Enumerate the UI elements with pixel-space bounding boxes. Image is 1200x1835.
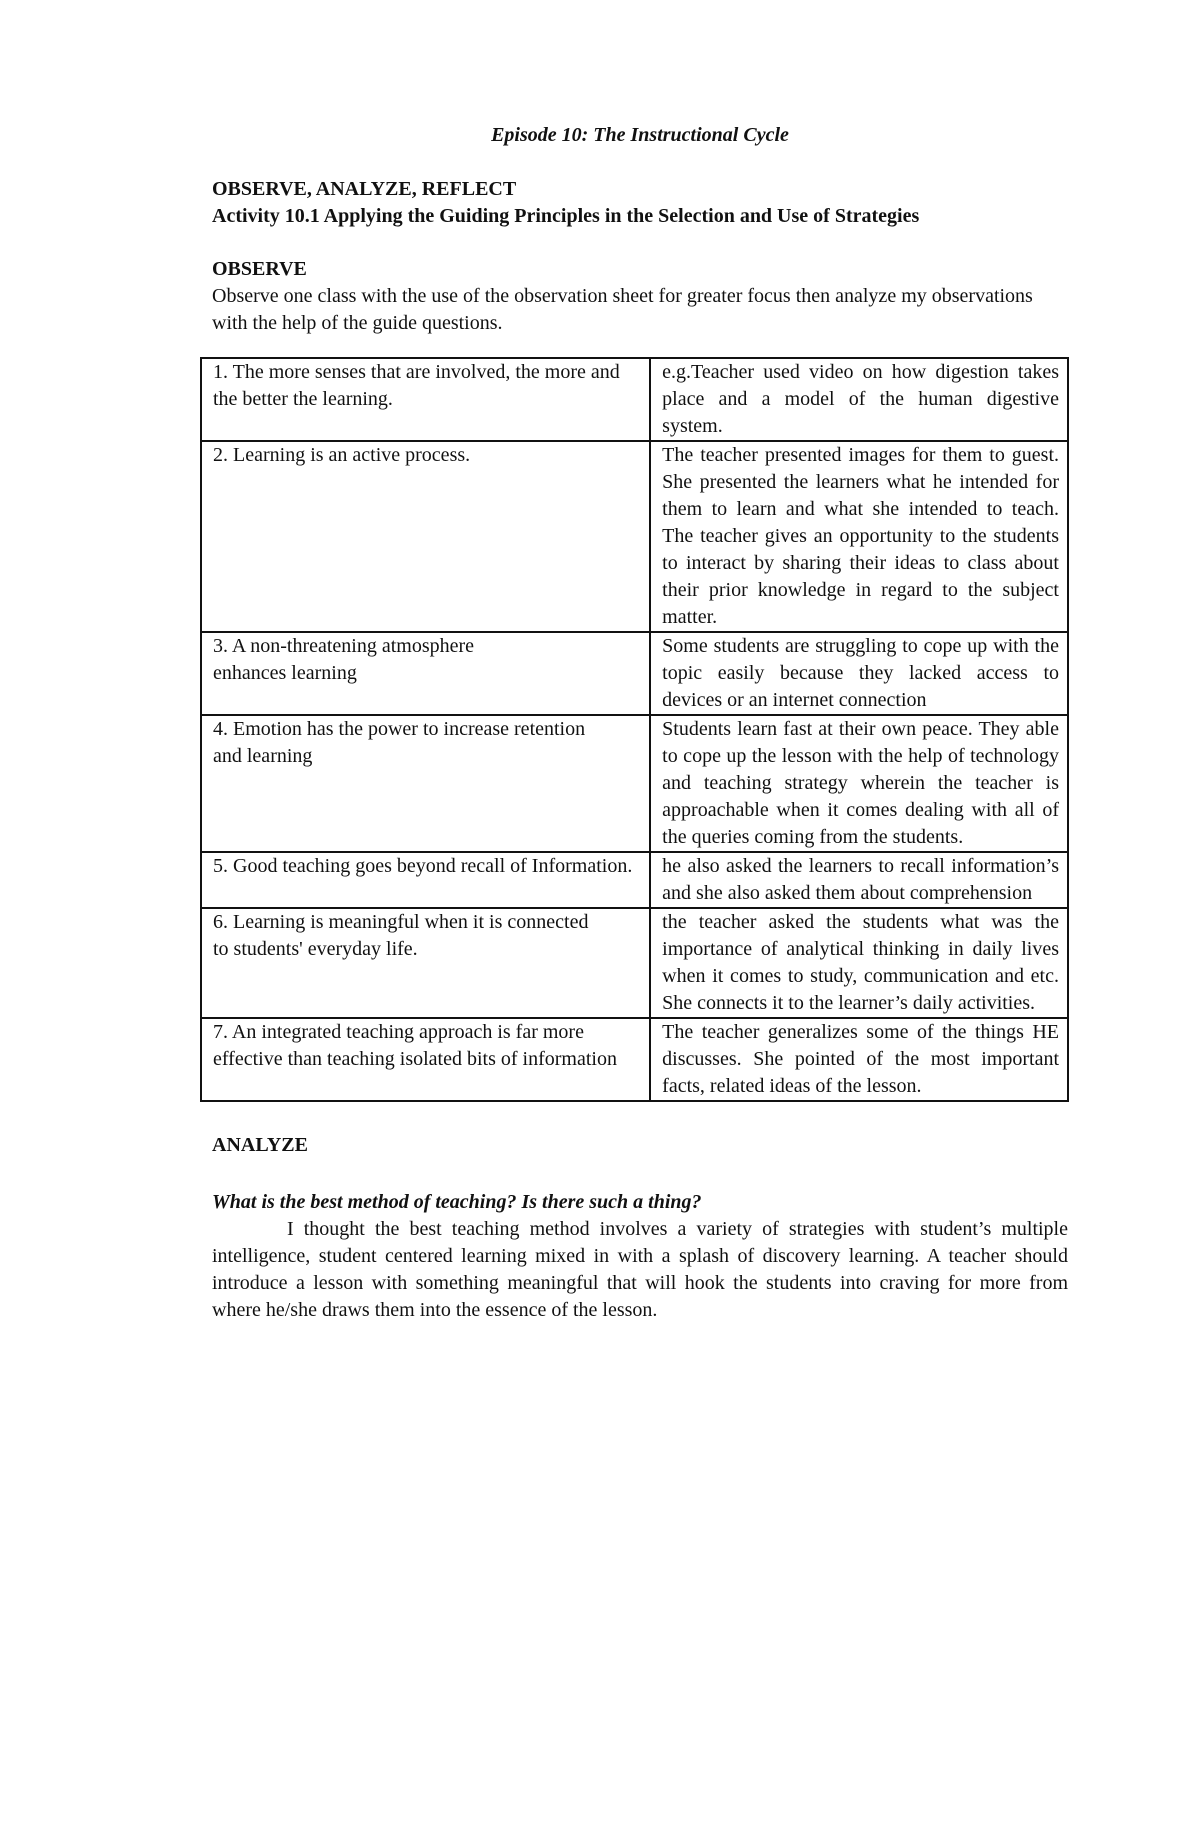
principle-cell (201, 1018, 650, 1101)
observation-cell: the teacher asked the students what was the importance of analytical thinking in daily lives when it comes to study, communication and etc. She connects it to the learner’s daily activities. (650, 908, 1068, 1018)
analyze-answer: I thought the best teaching method involves a variety of strategies with student’s multiple intelligence, student centered learning mixed in with a splash of discovery learning. A teacher should introduce a lesson with something meaningful that will hook the students into craving for more from where he/she draws them into the essence of the lesson. (212, 1218, 1068, 1321)
table-row (201, 358, 1068, 441)
table-row (201, 908, 1068, 1018)
principle-text: 3. A non-threatening atmosphere (213, 635, 475, 657)
observation-cell: he also asked the learners to recall information’s and she also asked them about comprehension (650, 852, 1068, 908)
section-heading: OBSERVE, ANALYZE, REFLECT (212, 178, 517, 200)
analyze-heading: ANALYZE (212, 1134, 308, 1156)
table-row (201, 1018, 1068, 1101)
observation-cell: The teacher presented images for them to guest. She presented the learners what he intended for them to learn and what she intended to teach. The teacher gives an opportunity to the students to interact by sharing their ideas to class about their prior knowledge in regard to the subject matter. (650, 441, 1068, 632)
table-row (201, 715, 1068, 852)
document-page (212, 122, 1068, 1324)
observation-cell: Students learn fast at their own peace. They able to cope up the lesson with the help of technology and teaching strategy wherein the teacher is approachable when it comes dealing with all of the queries coming from the students. (650, 715, 1068, 852)
observe-heading: OBSERVE (212, 258, 307, 280)
table-row (201, 441, 1068, 632)
principle-text: 7. An integrated teaching approach is far more effective than teaching isolated bits of information (213, 1021, 617, 1070)
analyze-section (212, 1132, 1068, 1324)
observation-cell: The teacher generalizes some of the things HE discusses. She pointed of the most important facts, related ideas of the lesson. (650, 1018, 1068, 1101)
principle-cell (201, 358, 650, 441)
principle-text: 4. Emotion has the power to increase retention (213, 718, 586, 740)
principle-cell (201, 852, 650, 908)
principle-text: and learning (213, 745, 313, 767)
principle-cell (201, 715, 650, 852)
principle-cell (201, 632, 650, 715)
table-row (201, 852, 1068, 908)
principle-text: 5. Good teaching goes beyond recall of Information. (213, 855, 633, 877)
observation-table-body (201, 358, 1068, 1101)
table-row (201, 632, 1068, 715)
document-title: Episode 10: The Instructional Cycle (491, 124, 789, 146)
observation-cell: Some students are struggling to cope up with the topic easily because they lacked access to devices or an internet connection (650, 632, 1068, 715)
principle-cell (201, 441, 650, 632)
observation-cell: e.g.Teacher used video on how digestion takes place and a model of the human digestive system. (650, 358, 1068, 441)
activity-heading: Activity 10.1 Applying the Guiding Principles in the Selection and Use of Strategies (212, 205, 920, 227)
observe-instructions: Observe one class with the use of the observation sheet for greater focus then analyze my observations with the help of the guide questions. (212, 285, 1033, 334)
principle-text: 1. The more senses that are involved, the more and the better the learning. (213, 361, 620, 410)
principle-text: 6. Learning is meaningful when it is connected (213, 911, 589, 933)
principle-text: to students' everyday life. (213, 938, 418, 960)
observation-table (200, 357, 1069, 1102)
analyze-question: What is the best method of teaching? Is there such a thing? (212, 1191, 702, 1213)
principle-cell (201, 908, 650, 1018)
principle-text: 2. Learning is an active process. (213, 444, 471, 466)
principle-text: enhances learning (213, 662, 357, 684)
